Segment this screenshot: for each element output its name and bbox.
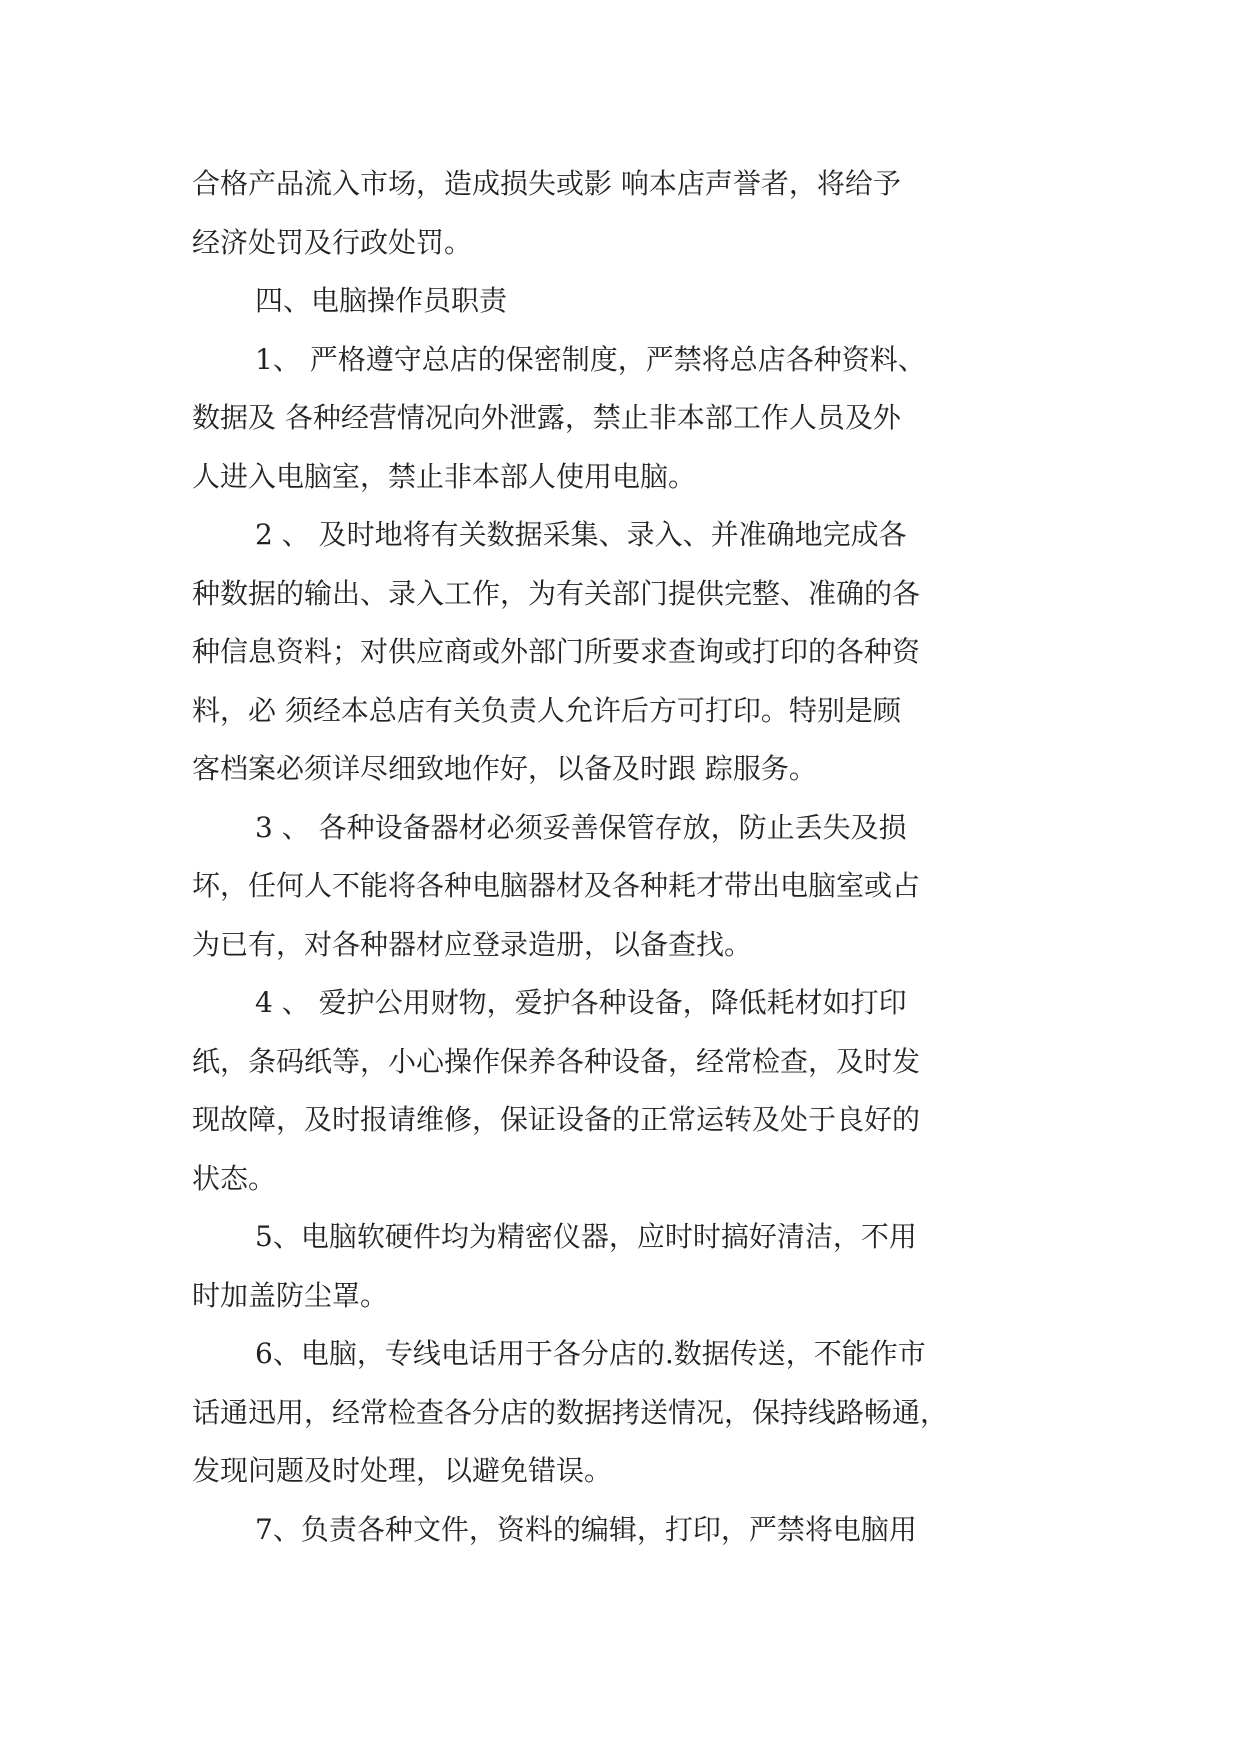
document-body [192,155,1072,1559]
text-line-4: 1、 严格遵守总店的保密制度，严禁将总店各种资料、 [255,342,926,376]
text-line-10: 料，必 须经本总店有关负责人允许后方可打印。特别是顾 [192,693,901,727]
text-line-7: 2 、 及时地将有关数据采集、录入、并准确地完成各 [255,518,907,551]
text-line-16: 纸，条码纸等，小心操作保养各种设备，经常检查，及时发 [192,1044,921,1078]
text-line-11: 客档案必须详尽细致地作好，以备及时跟 踪服务。 [192,752,817,785]
text-line-15: 4 、 爱护公用财物，爱护各种设备，降低耗材如打印 [255,986,907,1019]
text-line-9: 种信息资料；对供应商或外部门所要求查询或打印的各种资 [192,635,921,668]
text-line-8: 种数据的输出、录入工作，为有关部门提供完整、准确的各 [192,576,921,610]
text-line-17: 现故障，及时报请维修，保证设备的正常运转及处于良好的 [192,1103,921,1136]
text-line-23: 发现问题及时处理，以避免错误。 [192,1454,613,1487]
text-line-13: 坏，任何人不能将各种电脑器材及各种耗才带出电脑室或占 [192,869,921,902]
text-line-6: 人进入电脑室，禁止非本部人使用电脑。 [192,459,697,493]
text-line-22: 话通迅用，经常检查各分店的数据拷送情况，保持线路畅通， [192,1395,949,1429]
text-line-14: 为已有，对各种器材应登录造册，以备查找。 [192,927,753,961]
text-line-12: 3 、 各种设备器材必须妥善保管存放，防止丢失及损 [255,810,907,844]
text-line-24: 7、负责各种文件，资料的编辑，打印，严禁将电脑用 [255,1512,917,1546]
section-heading: 四、电脑操作员职责 [255,284,508,317]
text-line-18: 状态。 [192,1161,277,1195]
text-line-20: 时加盖防尘罩。 [192,1278,389,1312]
text-line-1: 合格产品流入市场，造成损失或影 响本店声誉者，将给予 [192,167,901,200]
text-line-19: 5、电脑软硬件均为精密仪器，应时时搞好清洁，不用 [255,1220,917,1253]
text-line-5: 数据及 各种经营情况向外泄露，禁止非本部工作人员及外 [192,401,901,434]
text-line-2: 经济处罚及行政处罚。 [192,225,473,259]
text-line-21: 6、电脑，专线电话用于各分店的.数据传送，不能作市 [255,1337,926,1370]
